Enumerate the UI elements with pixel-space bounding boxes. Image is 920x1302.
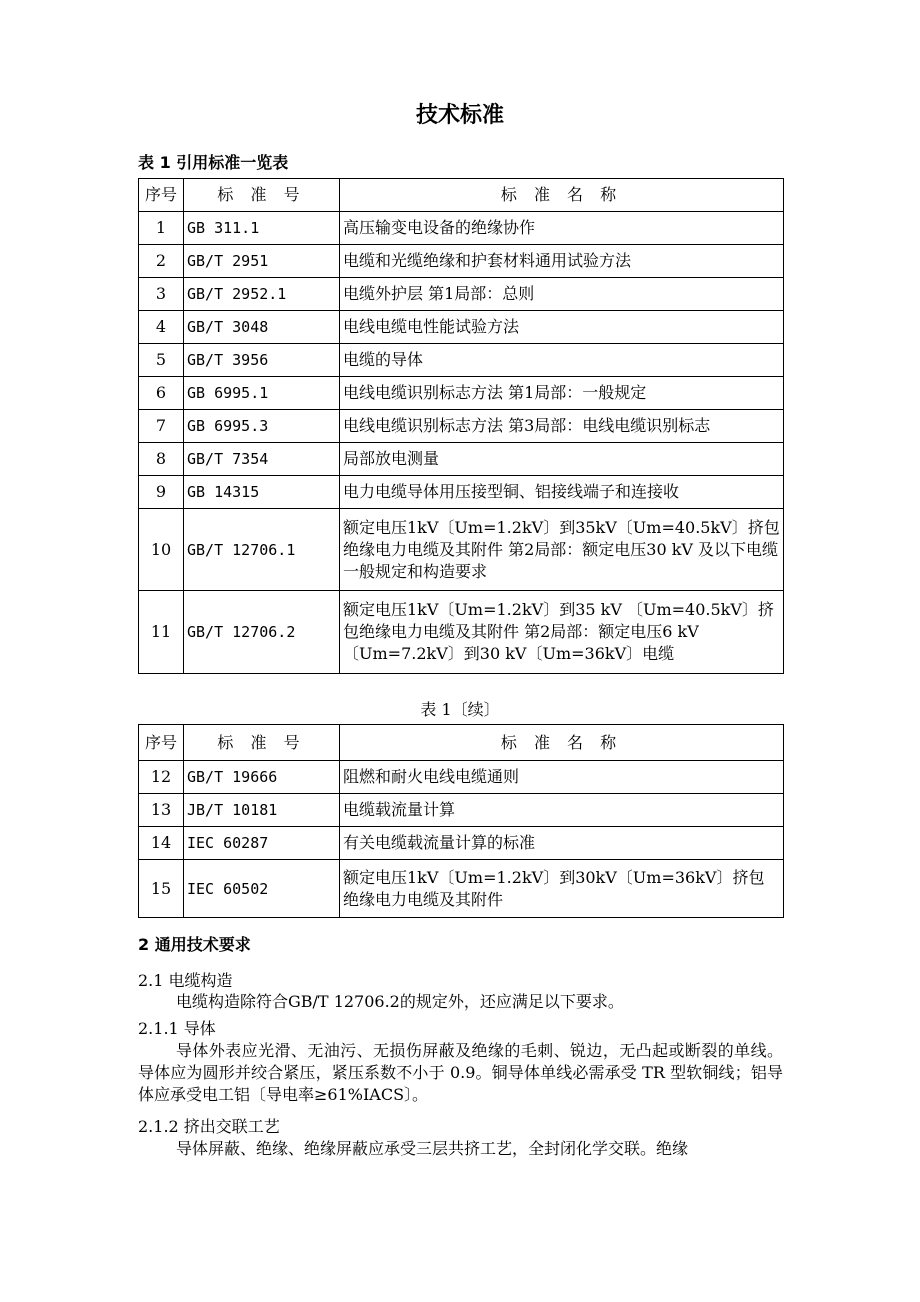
- standard-name: 电线电缆识别标志方法 第1局部：一般规定: [340, 377, 784, 410]
- header-name: 标 准 名 称: [340, 179, 784, 212]
- table1-caption: 表 1 引用标准一览表: [138, 153, 289, 172]
- standard-code: GB 6995.3: [184, 410, 340, 443]
- standard-name: 额定电压1kV〔Um=1.2kV〕到30kV〔Um=36kV〕挤包绝缘电力电缆及其附件: [340, 860, 784, 918]
- section-2-1-1-heading: 2.1.1 导体: [138, 1019, 216, 1038]
- row-number: 4: [139, 311, 184, 344]
- standard-code: IEC 60502: [184, 860, 340, 918]
- table-row: [139, 443, 784, 476]
- standard-code: GB/T 7354: [184, 443, 340, 476]
- section-2-1-text: 电缆构造除符合GB/T 12706.2的规定外，还应满足以下要求。: [176, 992, 624, 1011]
- standard-name: 高压输变电设备的绝缘协作: [340, 212, 784, 245]
- standard-name: 有关电缆载流量计算的标准: [340, 827, 784, 860]
- table-row: [139, 476, 784, 509]
- standard-code: GB 6995.1: [184, 377, 340, 410]
- section-2-1-1-text: 导体外表应光滑、无油污、无损伤屏蔽及绝缘的毛刺、锐边，无凸起或断裂的单线。导体应为圆形并绞合紧压，紧压系数不小于 0.9。铜导体单线必需承受 TR 型软铜线；铝导体应承受电工铝〔导电率≥61%IACS〕。: [138, 1041, 783, 1104]
- header-code: 标 准 号: [184, 179, 340, 212]
- standard-code: GB/T 19666: [184, 761, 340, 794]
- standard-name: 阻燃和耐火电线电缆通则: [340, 761, 784, 794]
- table2-caption: 表 1〔续〕: [420, 700, 500, 719]
- row-number: 11: [139, 591, 184, 674]
- section-2-heading: 2 通用技术要求: [138, 935, 251, 954]
- standard-name: 局部放电测量: [340, 443, 784, 476]
- standard-code: JB/T 10181: [184, 794, 340, 827]
- standard-code: GB/T 3048: [184, 311, 340, 344]
- row-number: 9: [139, 476, 184, 509]
- standard-name: 电线电缆识别标志方法 第3局部：电线电缆识别标志: [340, 410, 784, 443]
- standard-name: 电缆载流量计算: [340, 794, 784, 827]
- page-title: 技术标准: [415, 103, 504, 128]
- standard-code: GB 14315: [184, 476, 340, 509]
- table-row: [139, 794, 784, 827]
- section-2-1-heading: 2.1 电缆构造: [138, 971, 233, 990]
- row-number: 10: [139, 509, 184, 591]
- header-code: 标 准 号: [184, 725, 340, 761]
- standards-table-continued: [138, 724, 784, 918]
- standard-name: 电缆和光缆绝缘和护套材料通用试验方法: [340, 245, 784, 278]
- row-number: 12: [139, 761, 184, 794]
- standard-name: 额定电压1kV〔Um=1.2kV〕到35kV〔Um=40.5kV〕挤包绝缘电力电缆及其附件 第2局部：额定电压30 kV 及以下电缆一般规定和构造要求: [340, 509, 784, 591]
- standard-code: IEC 60287: [184, 827, 340, 860]
- standard-code: GB/T 2952.1: [184, 278, 340, 311]
- standard-name: 电力电缆导体用压接型铜、铝接线端子和连接收: [340, 476, 784, 509]
- standard-code: GB/T 12706.1: [184, 509, 340, 591]
- table-row: [139, 509, 784, 591]
- row-number: 2: [139, 245, 184, 278]
- standard-name: 电缆外护层 第1局部：总则: [340, 278, 784, 311]
- standard-code: GB/T 2951: [184, 245, 340, 278]
- standard-name: 电线电缆电性能试验方法: [340, 311, 784, 344]
- row-number: 3: [139, 278, 184, 311]
- table-row: [139, 591, 784, 674]
- section-2-1-2-heading: 2.1.2 挤出交联工艺: [138, 1117, 280, 1136]
- section-2-1-2-text: 导体屏蔽、绝缘、绝缘屏蔽应承受三层共挤工艺，全封闭化学交联。绝缘: [176, 1139, 689, 1158]
- header-name: 标 准 名 称: [340, 725, 784, 761]
- row-number: 6: [139, 377, 184, 410]
- table-row: [139, 827, 784, 860]
- standard-name: 电缆的导体: [340, 344, 784, 377]
- row-number: 13: [139, 794, 184, 827]
- table-row: [139, 761, 784, 794]
- row-number: 1: [139, 212, 184, 245]
- row-number: 8: [139, 443, 184, 476]
- table-row: [139, 377, 784, 410]
- table-row: [139, 245, 784, 278]
- standards-table: [138, 178, 784, 674]
- row-number: 14: [139, 827, 184, 860]
- standard-code: GB/T 12706.2: [184, 591, 340, 674]
- table-row: [139, 311, 784, 344]
- header-no: 序号: [139, 725, 184, 761]
- header-no: 序号: [139, 179, 184, 212]
- row-number: 5: [139, 344, 184, 377]
- row-number: 7: [139, 410, 184, 443]
- standard-code: GB/T 3956: [184, 344, 340, 377]
- table-row: [139, 860, 784, 918]
- table-row: [139, 410, 784, 443]
- table-row: [139, 278, 784, 311]
- row-number: 15: [139, 860, 184, 918]
- table-row: [139, 212, 784, 245]
- standard-name: 额定电压1kV〔Um=1.2kV〕到35 kV 〔Um=40.5kV〕挤包绝缘电力电缆及其附件 第2局部：额定电压6 kV〔Um=7.2kV〕到30 kV〔Um=36kV〕电缆: [340, 591, 784, 674]
- standard-code: GB 311.1: [184, 212, 340, 245]
- table-row: [139, 344, 784, 377]
